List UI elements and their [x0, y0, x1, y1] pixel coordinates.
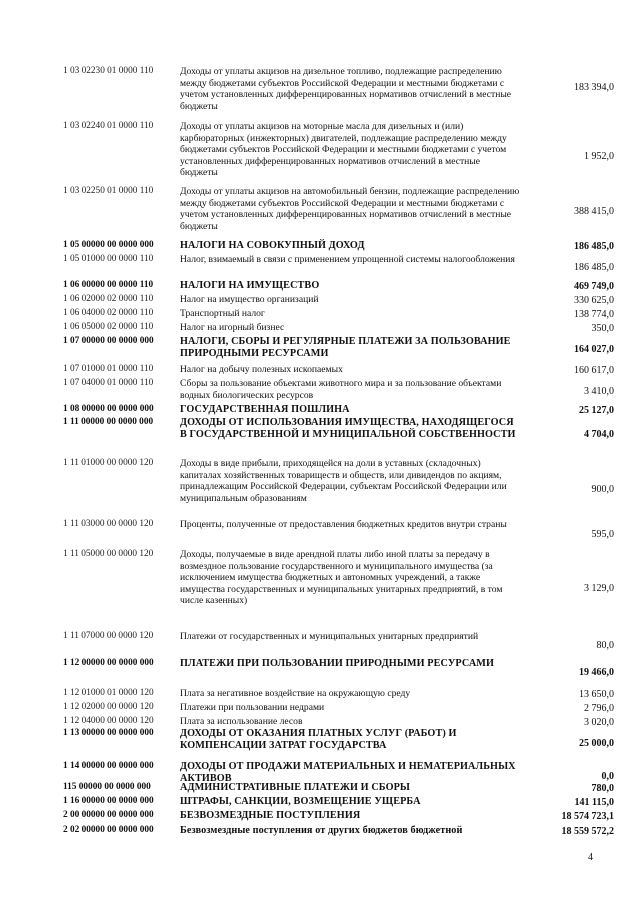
row-code: 1 12 00000 00 0000 000 — [63, 658, 154, 668]
row-description: Доходы от уплаты акцизов на автомобильный бензин, подлежащие распределению между бюджетами субъектов Российской Федерации и местными бюджетами с учетом установленных дифференцированных нормативов отчислений в местные бюджеты — [180, 186, 520, 232]
row-value: 186 485,0 — [574, 241, 614, 252]
row-description: Безвозмездные поступления от других бюджетов бюджетной — [180, 825, 463, 836]
row-code: 1 06 05000 02 0000 110 — [63, 322, 154, 332]
row-value: 2 796,0 — [584, 703, 614, 714]
row-code: 1 03 02230 01 0000 110 — [63, 66, 154, 76]
row-description: БЕЗВОЗМЕЗДНЫЕ ПОСТУПЛЕНИЯ — [180, 810, 361, 821]
row-value: 25 127,0 — [579, 405, 614, 416]
row-code: 1 12 01000 01 0000 120 — [63, 688, 154, 698]
row-code: 115 00000 00 0000 000 — [63, 782, 151, 792]
row-description: Налог на добычу полезных ископаемых — [180, 364, 343, 375]
row-value: 469 749,0 — [574, 281, 614, 292]
row-code: 1 05 00000 00 0000 000 — [63, 240, 154, 250]
row-value: 330 625,0 — [574, 295, 614, 306]
row-code: 2 00 00000 00 0000 000 — [63, 810, 154, 820]
row-description: ДОХОДЫ ОТ ПРОДАЖИ МАТЕРИАЛЬНЫХ И НЕМАТЕРИАЛЬНЫХ АКТИВОВ — [180, 761, 516, 785]
row-description: Платежи при пользовании недрами — [180, 702, 325, 713]
row-description: Транспортный налог — [180, 308, 265, 319]
row-value: 1 952,0 — [584, 151, 614, 162]
row-description: Проценты, полученные от предоставления бюджетных кредитов внутри страны — [180, 519, 507, 530]
row-value: 18 574 723,1 — [561, 811, 614, 822]
row-value: 183 394,0 — [574, 82, 614, 93]
row-description: АДМИНИСТРАТИВНЫЕ ПЛАТЕЖИ И СБОРЫ — [180, 782, 411, 793]
row-value: 900,0 — [591, 484, 614, 495]
row-code: 1 11 07000 00 0000 120 — [63, 631, 154, 641]
row-code: 1 03 02250 01 0000 110 — [63, 186, 154, 196]
row-description: Налог на имущество организаций — [180, 294, 319, 305]
row-code: 1 11 05000 00 0000 120 — [63, 549, 154, 559]
row-value: 18 559 572,2 — [561, 826, 614, 837]
row-value: 0,0 — [601, 771, 614, 782]
row-description: Сборы за пользование объектами животного мира и за пользование объектами водных биологических ресурсов — [180, 378, 502, 401]
row-code: 1 07 01000 01 0000 110 — [63, 364, 154, 374]
row-code: 1 16 00000 00 0000 000 — [63, 796, 154, 806]
row-code: 1 07 00000 00 0000 000 — [63, 336, 154, 346]
row-value: 138 774,0 — [574, 309, 614, 320]
row-description: ДОХОДЫ ОТ ОКАЗАНИЯ ПЛАТНЫХ УСЛУГ (РАБОТ) И КОМПЕНСАЦИИ ЗАТРАТ ГОСУДАРСТВА — [180, 728, 457, 752]
row-value: 160 617,0 — [574, 365, 614, 376]
row-description: Платежи от государственных и муниципальных унитарных предприятий — [180, 631, 479, 642]
row-code: 1 14 00000 00 0000 000 — [63, 761, 154, 771]
row-value: 164 027,0 — [574, 344, 614, 355]
row-code: 1 11 01000 00 0000 120 — [63, 458, 154, 468]
row-code: 1 11 03000 00 0000 120 — [63, 519, 154, 529]
row-code: 1 07 04000 01 0000 110 — [63, 378, 154, 388]
row-description: ДОХОДЫ ОТ ИСПОЛЬЗОВАНИЯ ИМУЩЕСТВА, НАХОДЯЩЕГОСЯ В ГОСУДАРСТВЕННОЙ И МУНИЦИПАЛЬНОЙ СОБСТВЕННОСТИ — [180, 417, 516, 441]
row-description: Налог на игорный бизнес — [180, 322, 285, 333]
row-description: Плата за использование лесов — [180, 716, 303, 727]
row-value: 186 485,0 — [574, 262, 614, 273]
row-description: НАЛОГИ НА СОВОКУПНЫЙ ДОХОД — [180, 240, 365, 251]
row-code: 1 03 02240 01 0000 110 — [63, 121, 154, 131]
row-value: 19 466,0 — [579, 667, 614, 678]
row-description: НАЛОГИ, СБОРЫ И РЕГУЛЯРНЫЕ ПЛАТЕЖИ ЗА ПОЛЬЗОВАНИЕ ПРИРОДНЫМИ РЕСУРСАМИ — [180, 336, 511, 360]
row-value: 25 000,0 — [579, 738, 614, 749]
row-description: ГОСУДАРСТВЕННАЯ ПОШЛИНА — [180, 404, 350, 415]
row-description: Доходы в виде прибыли, приходящейся на доли в уставных (складочных) капиталах хозяйственных товариществ и обществ, или дивидендов по акциям, принадлежащим Российской Федерации, субъектам Российской Федерации или муниципальным образованиям — [180, 458, 507, 504]
row-code: 1 13 00000 00 0000 000 — [63, 728, 154, 738]
row-value: 3 410,0 — [584, 386, 614, 397]
row-value: 3 020,0 — [584, 717, 614, 728]
row-value: 3 129,0 — [584, 583, 614, 594]
row-code: 1 11 00000 00 0000 000 — [63, 417, 154, 427]
row-description: НАЛОГИ НА ИМУЩЕСТВО — [180, 280, 320, 291]
row-description: Плата за негативное воздействие на окружающую среду — [180, 688, 411, 699]
row-value: 4 704,0 — [584, 429, 614, 440]
row-value: 13 650,0 — [579, 689, 614, 700]
row-value: 80,0 — [596, 640, 614, 651]
row-code: 1 05 01000 00 0000 110 — [63, 254, 154, 264]
row-code: 1 06 02000 02 0000 110 — [63, 294, 154, 304]
row-code: 1 12 04000 00 0000 120 — [63, 716, 154, 726]
row-code: 1 08 00000 00 0000 000 — [63, 404, 154, 414]
row-value: 595,0 — [591, 529, 614, 540]
row-code: 1 06 00000 00 0000 110 — [63, 280, 154, 290]
row-description: ПЛАТЕЖИ ПРИ ПОЛЬЗОВАНИИ ПРИРОДНЫМИ РЕСУРСАМИ — [180, 658, 495, 669]
row-description: ШТРАФЫ, САНКЦИИ, ВОЗМЕЩЕНИЕ УЩЕРБА — [180, 796, 421, 807]
row-code: 1 06 04000 02 0000 110 — [63, 308, 154, 318]
row-description: Доходы, получаемые в виде арендной платы либо иной платы за передачу в возмездное пользование государственного и муниципального имущества (за исключением имущества бюджетных и автономных учреждений, а также имущества государственных и муниципальных унитарных предприятий, в том числе казенных) — [180, 549, 503, 607]
row-value: 388 415,0 — [574, 206, 614, 217]
row-code: 1 12 02000 00 0000 120 — [63, 702, 154, 712]
page-number: 4 — [588, 852, 593, 863]
row-value: 780,0 — [591, 783, 614, 794]
row-description: Доходы от уплаты акцизов на моторные масла для дизельных и (или) карбюраторных (инжекторных) двигателей, подлежащие распределению между бюджетами субъектов Российской Федерации и местными бюджетами с учетом установленных дифференцированных нормативов отчислений в местные бюджеты — [180, 121, 507, 179]
row-description: Доходы от уплаты акцизов на дизельное топливо, подлежащие распределению между бюджетами субъектов Российской Федерации и местными бюджетами с учетом установленных дифференцированных нормативов отчислений в местные бюджеты — [180, 66, 512, 112]
row-code: 2 02 00000 00 0000 000 — [63, 825, 154, 835]
row-value: 350,0 — [591, 323, 614, 334]
row-value: 141 115,0 — [574, 797, 614, 808]
row-description: Налог, взимаемый в связи с применением упрощенной системы налогообложения — [180, 254, 515, 265]
